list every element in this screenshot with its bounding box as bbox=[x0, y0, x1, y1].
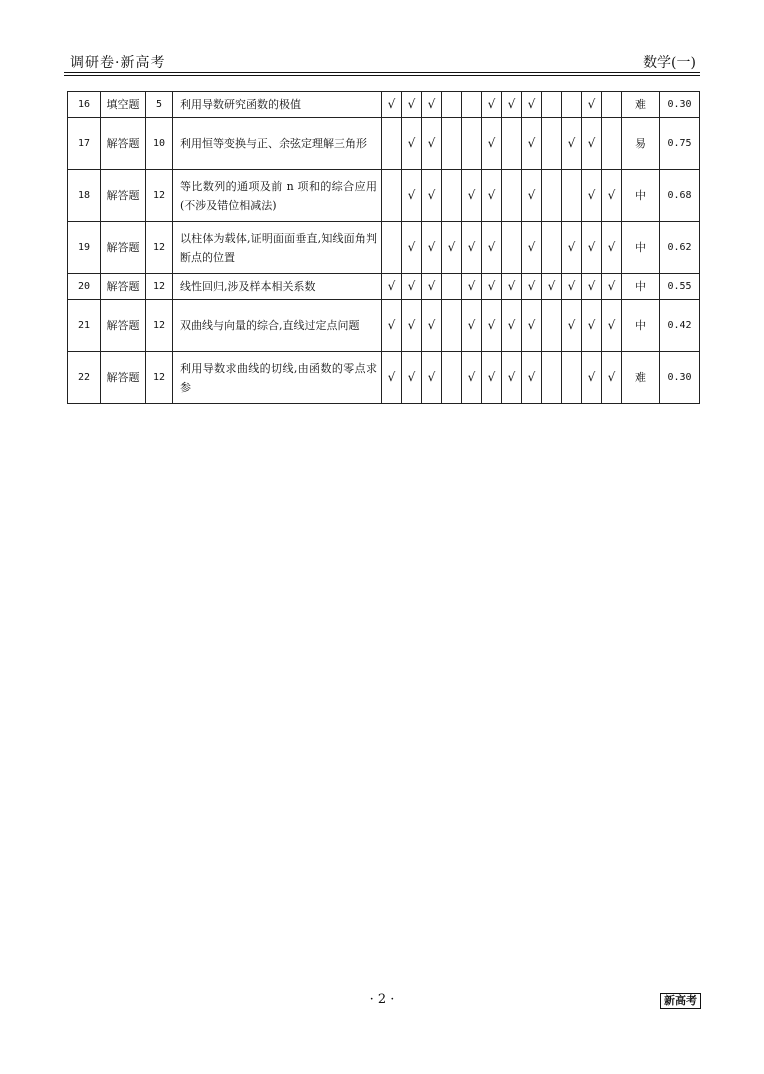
empty-cell bbox=[442, 300, 462, 352]
empty-cell bbox=[382, 118, 402, 170]
check-mark-cell: √ bbox=[422, 92, 442, 118]
check-mark-cell: √ bbox=[562, 274, 582, 300]
question-score: 12 bbox=[146, 170, 173, 222]
check-mark-cell: √ bbox=[422, 118, 442, 170]
question-type: 解答题 bbox=[101, 118, 146, 170]
difficulty-index: 0.42 bbox=[660, 300, 700, 352]
difficulty: 中 bbox=[622, 170, 660, 222]
check-mark-cell: √ bbox=[462, 170, 482, 222]
check-mark-cell: √ bbox=[462, 300, 482, 352]
check-mark-cell: √ bbox=[602, 300, 622, 352]
check-mark-cell: √ bbox=[482, 92, 502, 118]
check-mark-cell: √ bbox=[522, 170, 542, 222]
check-mark-cell: √ bbox=[382, 274, 402, 300]
check-mark-cell: √ bbox=[402, 274, 422, 300]
question-number: 19 bbox=[68, 222, 101, 274]
question-type: 解答题 bbox=[101, 352, 146, 404]
difficulty-index: 0.30 bbox=[660, 92, 700, 118]
table-row bbox=[68, 352, 700, 404]
check-mark-cell: √ bbox=[482, 118, 502, 170]
question-topic: 双曲线与向量的综合,直线过定点问题 bbox=[173, 300, 382, 352]
question-number: 16 bbox=[68, 92, 101, 118]
difficulty: 中 bbox=[622, 222, 660, 274]
question-topic: 以柱体为载体,证明面面垂直,知线面角判断点的位置 bbox=[173, 222, 382, 274]
check-mark-cell: √ bbox=[562, 300, 582, 352]
check-mark-cell: √ bbox=[522, 92, 542, 118]
question-number: 22 bbox=[68, 352, 101, 404]
header-rule bbox=[64, 72, 700, 73]
check-mark-cell: √ bbox=[382, 352, 402, 404]
question-topic: 利用恒等变换与正、余弦定理解三角形 bbox=[173, 118, 382, 170]
empty-cell bbox=[542, 300, 562, 352]
check-mark-cell: √ bbox=[582, 300, 602, 352]
difficulty-index: 0.75 bbox=[660, 118, 700, 170]
check-mark-cell: √ bbox=[382, 300, 402, 352]
page-number: · 2 · bbox=[369, 992, 395, 1007]
empty-cell bbox=[442, 118, 462, 170]
check-mark-cell: √ bbox=[502, 274, 522, 300]
check-mark-cell: √ bbox=[582, 274, 602, 300]
header-subject: 数学(一) bbox=[643, 55, 696, 71]
question-score: 12 bbox=[146, 274, 173, 300]
difficulty: 难 bbox=[622, 352, 660, 404]
empty-cell bbox=[442, 274, 462, 300]
empty-cell bbox=[442, 92, 462, 118]
check-mark-cell: √ bbox=[402, 352, 422, 404]
question-topic: 等比数列的通项及前 n 项和的综合应用(不涉及错位相减法) bbox=[173, 170, 382, 222]
check-mark-cell: √ bbox=[522, 300, 542, 352]
check-mark-cell: √ bbox=[522, 274, 542, 300]
question-score: 12 bbox=[146, 352, 173, 404]
empty-cell bbox=[462, 92, 482, 118]
check-mark-cell: √ bbox=[462, 274, 482, 300]
difficulty: 中 bbox=[622, 300, 660, 352]
check-mark-cell: √ bbox=[562, 118, 582, 170]
empty-cell bbox=[542, 92, 562, 118]
check-mark-cell: √ bbox=[422, 222, 442, 274]
table-row bbox=[68, 118, 700, 170]
check-mark-cell: √ bbox=[582, 222, 602, 274]
empty-cell bbox=[442, 170, 462, 222]
check-mark-cell: √ bbox=[542, 274, 562, 300]
check-mark-cell: √ bbox=[522, 352, 542, 404]
empty-cell bbox=[442, 352, 462, 404]
question-score: 12 bbox=[146, 300, 173, 352]
question-type: 解答题 bbox=[101, 222, 146, 274]
check-mark-cell: √ bbox=[602, 170, 622, 222]
check-mark-cell: √ bbox=[522, 118, 542, 170]
question-type: 填空题 bbox=[101, 92, 146, 118]
check-mark-cell: √ bbox=[442, 222, 462, 274]
check-mark-cell: √ bbox=[582, 352, 602, 404]
question-number: 17 bbox=[68, 118, 101, 170]
check-mark-cell: √ bbox=[482, 170, 502, 222]
check-mark-cell: √ bbox=[382, 92, 402, 118]
question-type: 解答题 bbox=[101, 300, 146, 352]
table-row bbox=[68, 274, 700, 300]
question-type: 解答题 bbox=[101, 274, 146, 300]
check-mark-cell: √ bbox=[482, 274, 502, 300]
check-mark-cell: √ bbox=[482, 300, 502, 352]
question-number: 18 bbox=[68, 170, 101, 222]
empty-cell bbox=[562, 92, 582, 118]
difficulty: 难 bbox=[622, 92, 660, 118]
table-row bbox=[68, 92, 700, 118]
empty-cell bbox=[542, 352, 562, 404]
check-mark-cell: √ bbox=[402, 92, 422, 118]
edition-badge: 新高考 bbox=[660, 993, 701, 1009]
header-rule-thin bbox=[64, 75, 700, 76]
check-mark-cell: √ bbox=[402, 300, 422, 352]
empty-cell bbox=[562, 170, 582, 222]
empty-cell bbox=[542, 118, 562, 170]
check-mark-cell: √ bbox=[402, 118, 422, 170]
check-mark-cell: √ bbox=[422, 300, 442, 352]
question-topic: 利用导数求曲线的切线,由函数的零点求参 bbox=[173, 352, 382, 404]
check-mark-cell: √ bbox=[422, 274, 442, 300]
question-number: 21 bbox=[68, 300, 101, 352]
check-mark-cell: √ bbox=[582, 118, 602, 170]
check-mark-cell: √ bbox=[482, 222, 502, 274]
difficulty: 易 bbox=[622, 118, 660, 170]
difficulty-index: 0.30 bbox=[660, 352, 700, 404]
header-title: 调研卷·新高考 bbox=[70, 55, 166, 71]
check-mark-cell: √ bbox=[462, 352, 482, 404]
question-score: 10 bbox=[146, 118, 173, 170]
empty-cell bbox=[502, 170, 522, 222]
empty-cell bbox=[502, 222, 522, 274]
difficulty-index: 0.55 bbox=[660, 274, 700, 300]
check-mark-cell: √ bbox=[422, 170, 442, 222]
question-number: 20 bbox=[68, 274, 101, 300]
empty-cell bbox=[382, 222, 402, 274]
check-mark-cell: √ bbox=[582, 170, 602, 222]
difficulty-index: 0.62 bbox=[660, 222, 700, 274]
empty-cell bbox=[502, 118, 522, 170]
question-topic: 利用导数研究函数的极值 bbox=[173, 92, 382, 118]
check-mark-cell: √ bbox=[602, 222, 622, 274]
empty-cell bbox=[542, 222, 562, 274]
table-row bbox=[68, 170, 700, 222]
table-row bbox=[68, 300, 700, 352]
question-type: 解答题 bbox=[101, 170, 146, 222]
difficulty: 中 bbox=[622, 274, 660, 300]
question-score: 5 bbox=[146, 92, 173, 118]
empty-cell bbox=[562, 352, 582, 404]
check-mark-cell: √ bbox=[502, 352, 522, 404]
check-mark-cell: √ bbox=[582, 92, 602, 118]
check-mark-cell: √ bbox=[402, 222, 422, 274]
empty-cell bbox=[602, 118, 622, 170]
check-mark-cell: √ bbox=[422, 352, 442, 404]
question-score: 12 bbox=[146, 222, 173, 274]
empty-cell bbox=[602, 92, 622, 118]
check-mark-cell: √ bbox=[462, 222, 482, 274]
difficulty-index: 0.68 bbox=[660, 170, 700, 222]
check-mark-cell: √ bbox=[502, 92, 522, 118]
question-topic: 线性回归,涉及样本相关系数 bbox=[173, 274, 382, 300]
empty-cell bbox=[382, 170, 402, 222]
question-analysis-table bbox=[67, 91, 700, 404]
check-mark-cell: √ bbox=[602, 274, 622, 300]
check-mark-cell: √ bbox=[482, 352, 502, 404]
check-mark-cell: √ bbox=[402, 170, 422, 222]
check-mark-cell: √ bbox=[562, 222, 582, 274]
check-mark-cell: √ bbox=[502, 300, 522, 352]
check-mark-cell: √ bbox=[522, 222, 542, 274]
empty-cell bbox=[462, 118, 482, 170]
table-row bbox=[68, 222, 700, 274]
empty-cell bbox=[542, 170, 562, 222]
check-mark-cell: √ bbox=[602, 352, 622, 404]
